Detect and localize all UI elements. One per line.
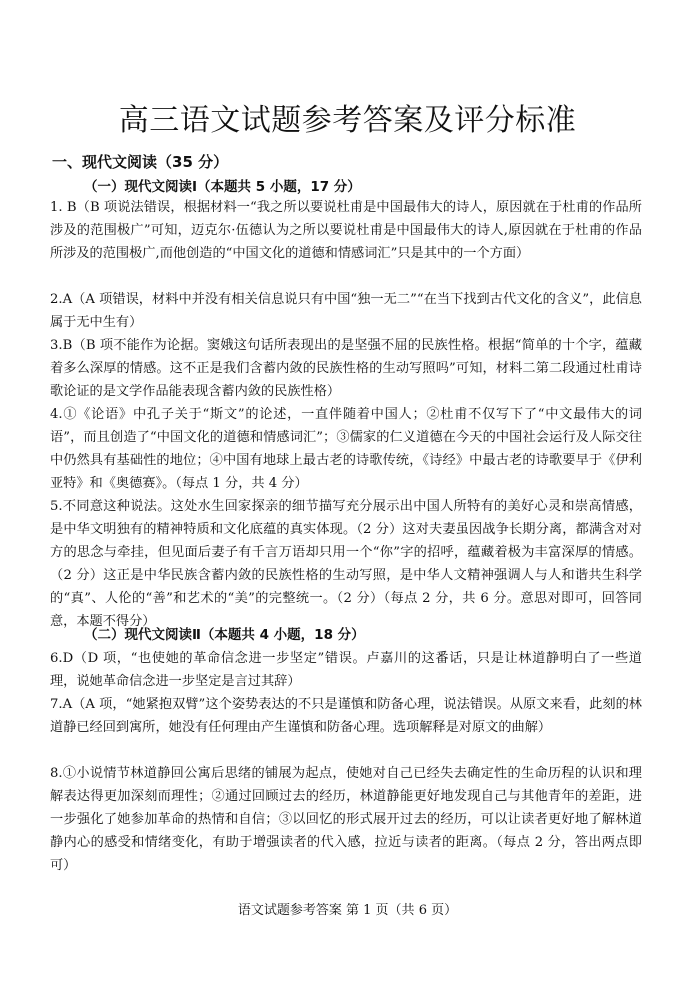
answer-q4: 4.①《论语》中孔子关于“斯文”的论述，一直伴随着中国人；②杜甫不仅写下了“中文最伟大的词语”，而且创造了“中国文化的道德和情感词汇”；③儒家的仁义道德在今天的中国社会运行及人际交往中仍然具有基础性的地位；④中国有地球上最古老的诗歌传统，《诗经》中最古老的诗歌要早于《伊利亚特》和《奥德赛》。（每点 1 分，共 4 分） [50,407,642,491]
answer-q7: 7.A（A 项，“她紧抱双臂”这个姿势表达的不只是谨慎和防备心理，说法错误。从原文来看，此刻的林道静已经回到寓所，她没有任何理由产生谨慎和防备心理。选项解释是对原文的曲解） [50,697,642,735]
subsection-heading-reading-2: （二）现代文阅读Ⅱ（本题共 4 小题，18 分） [84,627,365,643]
section-heading-modern-reading: 一、现代文阅读（35 分） [52,153,229,171]
answer-q8: 8.①小说情节林道静回公寓后思绪的铺展为起点，使她对自己已经失去确定性的生命历程的认识和理解表达得更加深刻而理性；②通过回顾过去的经历，林道静能更好地发现自己与其他青年的差距，进一步强化了她参加革命的热情和自信；③以回忆的形式展开过去的经历，可以让读者更好地了解林道静内心的感受和情绪变化，有助于增强读者的代入感，拉近与读者的距离。（每点 2 分，答出两点即可） [50,766,642,873]
answer-q1: 1. B（B 项说法错误，根据材料一“我之所以要说杜甫是中国最伟大的诗人，原因就在于杜甫的作品所涉及的范围极广”可知，迈克尔·伍德认为之所以要说杜甫是中国最伟大的诗人,原因就在于杜甫的作品所涉及的范围极广,而他创造的“中国文化的道德和情感词汇”只是其中的一个方面） [50,200,642,261]
page-footer: 语文试题参考答案 第 1 页（共 6 页） [237,903,458,918]
answer-q5: 5.不同意这种说法。这处水生回家探亲的细节描写充分展示出中国人所特有的美好心灵和崇高情感，是中华文明独有的精神特质和文化底蕴的真实体现。（2 分）这对夫妻虽因战争长期分离，都满含对对方的思念与牵挂，但见面后妻子有千言万语却只用一个“你”字的招呼，蕴藏着极为丰富深厚的情感。（2 分）这正是中华民族含蓄内敛的民族性格的生动写照，是中华人文精神强调人与人和谐共生科学的“真”、人伦的“善”和艺术的“美”的完整统一。（2 分）（每点 2 分，共 6 分。意思对即可，回答同意，本题不得分） [50,499,642,629]
answer-q6: 6.D（D 项，“也使她的革命信念进一步坚定”错误。卢嘉川的这番话，只是让林道静明白了一些道理，说她革命信念进一步坚定是言过其辞） [50,651,642,689]
page-title: 高三语文试题参考答案及评分标准 [118,103,577,138]
answer-q2: 2.A（A 项错误，材料中并没有相关信息说只有中国“独一无二”“在当下找到古代文化的含义”，此信息属于无中生有） [50,292,642,330]
subsection-heading-reading-1: （一）现代文阅读Ⅰ（本题共 5 小题，17 分） [84,179,361,195]
answer-q3: 3.B（B 项不能作为论据。窦娥这句话所表现出的是坚强不屈的民族性格。根据“简单的十个字，蕴藏着多么深厚的情感。这不正是我们含蓄内敛的民族性格的生动写照吗”可知，材料二第二段通过杜甫诗歌论证的是文学作品能表现含蓄内敛的民族性格） [50,338,642,399]
